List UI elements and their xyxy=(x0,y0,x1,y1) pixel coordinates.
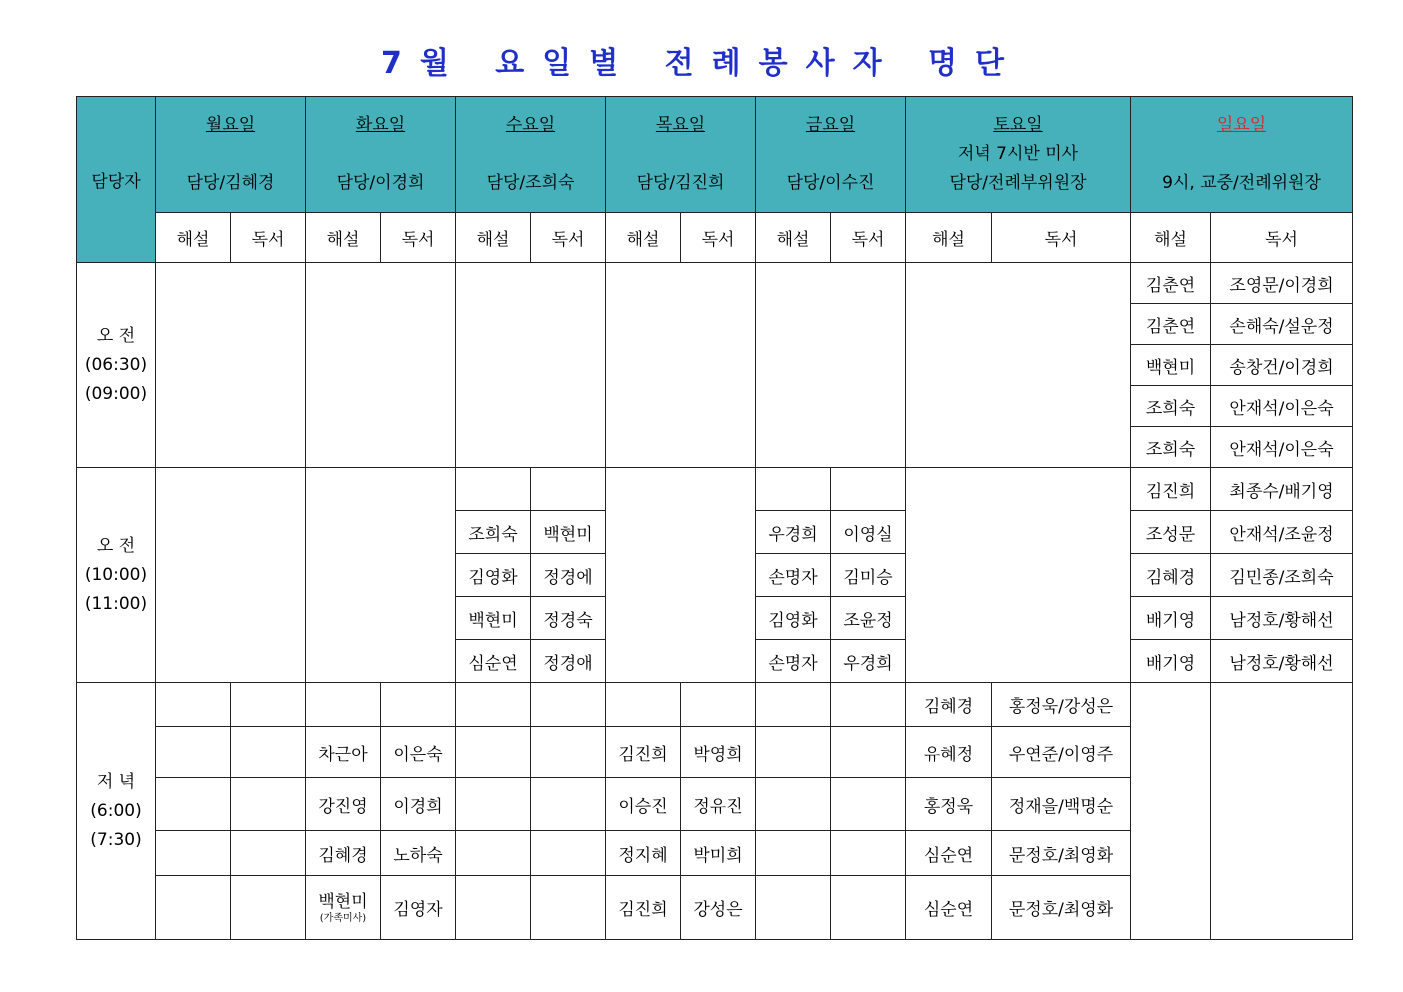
role-commentary: 해설 xyxy=(606,213,681,263)
empty-cell xyxy=(156,876,231,940)
day-name-wed: 수요일 xyxy=(505,115,556,135)
empty-cell xyxy=(456,876,531,940)
slot-label-morning1: 오 전 (06:30) (09:00) xyxy=(77,263,156,468)
tue-ev-reading: 노하숙 xyxy=(381,831,456,876)
empty-cell xyxy=(231,876,306,940)
tue-ev-reading: 이은숙 xyxy=(381,727,456,778)
empty-cell xyxy=(456,778,531,831)
day-name-thu: 목요일 xyxy=(655,115,706,135)
sat-ev-commentary: 심순연 xyxy=(906,876,992,940)
empty-cell xyxy=(456,683,531,727)
day-manager-mon: 담당/김혜경 xyxy=(186,173,275,193)
role-reading: 독서 xyxy=(831,213,906,263)
sun-m2-commentary: 김혜경 xyxy=(1131,554,1211,597)
empty-cell xyxy=(756,831,831,876)
role-commentary: 해설 xyxy=(456,213,531,263)
sun-m1-commentary: 김춘연 xyxy=(1131,304,1211,345)
sun-m1-commentary: 조희숙 xyxy=(1131,427,1211,468)
sun-m1-reading: 손해숙/설운정 xyxy=(1211,304,1353,345)
day-name-sun: 일요일 xyxy=(1216,115,1267,135)
wed-m2-commentary xyxy=(456,468,531,511)
role-reading: 독서 xyxy=(681,213,756,263)
fri-m2-commentary: 손명자 xyxy=(756,640,831,683)
day-header-mon xyxy=(156,97,306,213)
page-title: 7월 요일별 전례봉사자 명단 xyxy=(381,46,1022,81)
day-manager-sat: 담당/전례부위원장 xyxy=(949,173,1087,193)
empty-cell xyxy=(231,778,306,831)
sat-ev-reading: 우연준/이영주 xyxy=(992,727,1131,778)
slot-label-evening: 저 녁 (6:00) (7:30) xyxy=(77,683,156,940)
day-manager-thu: 담당/김진희 xyxy=(636,173,725,193)
empty-cell xyxy=(756,263,906,468)
empty-cell xyxy=(306,468,456,683)
thu-ev-commentary: 김진희 xyxy=(606,727,681,778)
role-commentary: 해설 xyxy=(156,213,231,263)
empty-cell xyxy=(231,683,306,727)
empty-cell xyxy=(306,263,456,468)
empty-cell xyxy=(531,831,606,876)
sat-ev-commentary: 심순연 xyxy=(906,831,992,876)
empty-cell xyxy=(456,263,606,468)
thu-ev-commentary: 이승진 xyxy=(606,778,681,831)
empty-cell xyxy=(831,876,906,940)
day-name-fri: 금요일 xyxy=(805,115,856,135)
empty-cell xyxy=(156,263,306,468)
wed-m2-reading xyxy=(531,468,606,511)
role-reading: 독서 xyxy=(381,213,456,263)
empty-cell xyxy=(831,683,906,727)
tue-ev-name: 백현미 xyxy=(318,891,368,912)
day-header-sun xyxy=(1131,97,1353,213)
sun-m1-reading: 송창건/이경희 xyxy=(1211,345,1353,386)
sun-m1-reading: 조영문/이경희 xyxy=(1211,263,1353,304)
empty-cell xyxy=(156,831,231,876)
day-manager-wed: 담당/조희숙 xyxy=(486,173,575,193)
family-mass-note: (가족미사) xyxy=(319,912,367,924)
empty-cell xyxy=(906,468,1131,683)
empty-cell xyxy=(1211,683,1353,940)
thu-ev-reading: 강성은 xyxy=(681,876,756,940)
day-name-tue: 화요일 xyxy=(355,115,406,135)
empty-cell xyxy=(156,727,231,778)
wed-m2-reading: 정경에 xyxy=(531,554,606,597)
empty-cell xyxy=(606,263,756,468)
thu-ev-reading xyxy=(681,683,756,727)
sat-ev-commentary: 유혜정 xyxy=(906,727,992,778)
day-manager-tue: 담당/이경희 xyxy=(336,173,425,193)
day-header-fri xyxy=(756,97,906,213)
sat-ev-commentary: 김혜경 xyxy=(906,683,992,727)
sun-m2-commentary: 조성문 xyxy=(1131,511,1211,554)
role-commentary: 해설 xyxy=(756,213,831,263)
role-commentary: 해설 xyxy=(306,213,381,263)
empty-cell xyxy=(831,831,906,876)
empty-cell xyxy=(531,778,606,831)
empty-cell xyxy=(531,683,606,727)
thu-ev-reading: 박영희 xyxy=(681,727,756,778)
day-manager-sun: 9시, 교중/전례위원장 xyxy=(1162,173,1321,193)
sun-m2-commentary: 배기영 xyxy=(1131,640,1211,683)
sun-m1-reading: 안재석/이은숙 xyxy=(1211,427,1353,468)
manager-label: 담당자 xyxy=(91,172,141,192)
wed-m2-reading: 백현미 xyxy=(531,511,606,554)
sat-ev-reading: 문정호/최영화 xyxy=(992,876,1131,940)
slot-label-morning2: 오 전 (10:00) (11:00) xyxy=(77,468,156,683)
tue-ev-reading: 이경희 xyxy=(381,778,456,831)
sun-m2-reading: 남정호/황해선 xyxy=(1211,597,1353,640)
fri-m2-commentary: 손명자 xyxy=(756,554,831,597)
sun-m1-commentary: 백현미 xyxy=(1131,345,1211,386)
sun-m2-reading: 안재석/조윤정 xyxy=(1211,511,1353,554)
empty-cell xyxy=(531,727,606,778)
wed-m2-commentary: 김영화 xyxy=(456,554,531,597)
tue-ev-reading: 김영자 xyxy=(381,876,456,940)
role-reading: 독서 xyxy=(231,213,306,263)
tue-ev-reading xyxy=(381,683,456,727)
manager-header xyxy=(77,97,156,263)
tue-ev-commentary: 김혜경 xyxy=(306,831,381,876)
empty-cell xyxy=(456,727,531,778)
day-note-sat: 저녁 7시반 미사 xyxy=(957,144,1079,164)
sat-ev-reading: 정재을/백명순 xyxy=(992,778,1131,831)
day-name-mon: 월요일 xyxy=(205,115,256,135)
sun-m2-reading: 남정호/황해선 xyxy=(1211,640,1353,683)
fri-m2-reading: 우경희 xyxy=(831,640,906,683)
wed-m2-commentary: 심순연 xyxy=(456,640,531,683)
sun-m2-reading: 최종수/배기영 xyxy=(1211,468,1353,511)
wed-m2-commentary: 백현미 xyxy=(456,597,531,640)
tue-ev-commentary-family xyxy=(306,876,381,940)
tue-ev-commentary xyxy=(306,683,381,727)
wed-m2-reading: 정경숙 xyxy=(531,597,606,640)
empty-cell xyxy=(756,683,831,727)
sun-m1-commentary: 김춘연 xyxy=(1131,263,1211,304)
sat-ev-reading: 문정호/최영화 xyxy=(992,831,1131,876)
sat-ev-reading: 홍정욱/강성은 xyxy=(992,683,1131,727)
wed-m2-commentary: 조희숙 xyxy=(456,511,531,554)
fri-m2-commentary xyxy=(756,468,831,511)
sun-m1-commentary: 조희숙 xyxy=(1131,386,1211,427)
thu-ev-commentary xyxy=(606,683,681,727)
thu-ev-reading: 박미희 xyxy=(681,831,756,876)
empty-cell xyxy=(756,727,831,778)
sun-m2-commentary: 김진희 xyxy=(1131,468,1211,511)
empty-cell xyxy=(756,778,831,831)
fri-m2-reading xyxy=(831,468,906,511)
day-header-wed xyxy=(456,97,606,213)
tue-ev-commentary: 차근아 xyxy=(306,727,381,778)
role-reading: 독서 xyxy=(1211,213,1353,263)
role-reading: 독서 xyxy=(992,213,1131,263)
empty-cell xyxy=(156,683,231,727)
day-header-tue xyxy=(306,97,456,213)
day-header-thu xyxy=(606,97,756,213)
wed-m2-reading: 정경애 xyxy=(531,640,606,683)
empty-cell xyxy=(831,727,906,778)
fri-m2-commentary: 우경희 xyxy=(756,511,831,554)
day-header-sat xyxy=(906,97,1131,213)
thu-ev-reading: 정유진 xyxy=(681,778,756,831)
day-name-sat: 토요일 xyxy=(993,115,1043,135)
tue-ev-commentary: 강진영 xyxy=(306,778,381,831)
empty-cell xyxy=(531,876,606,940)
fri-m2-reading: 조윤정 xyxy=(831,597,906,640)
fri-m2-commentary: 김영화 xyxy=(756,597,831,640)
empty-cell xyxy=(456,831,531,876)
empty-cell xyxy=(906,263,1131,468)
fri-m2-reading: 김미승 xyxy=(831,554,906,597)
thu-ev-commentary: 김진희 xyxy=(606,876,681,940)
fri-m2-reading: 이영실 xyxy=(831,511,906,554)
empty-cell xyxy=(231,831,306,876)
empty-cell xyxy=(156,778,231,831)
sun-m2-reading: 김민종/조희숙 xyxy=(1211,554,1353,597)
day-manager-fri: 담당/이수진 xyxy=(786,173,875,193)
role-reading: 독서 xyxy=(531,213,606,263)
empty-cell xyxy=(156,468,306,683)
role-header-row xyxy=(77,213,1353,263)
role-commentary: 해설 xyxy=(906,213,992,263)
sun-m1-reading: 안재석/이은숙 xyxy=(1211,386,1353,427)
empty-cell xyxy=(756,876,831,940)
thu-ev-commentary: 정지혜 xyxy=(606,831,681,876)
volunteer-schedule-table xyxy=(76,96,1353,940)
role-commentary: 해설 xyxy=(1131,213,1211,263)
empty-cell xyxy=(606,468,756,683)
sat-ev-commentary: 홍정욱 xyxy=(906,778,992,831)
sun-m2-commentary: 배기영 xyxy=(1131,597,1211,640)
empty-cell xyxy=(231,727,306,778)
empty-cell xyxy=(831,778,906,831)
empty-cell xyxy=(1131,683,1211,940)
